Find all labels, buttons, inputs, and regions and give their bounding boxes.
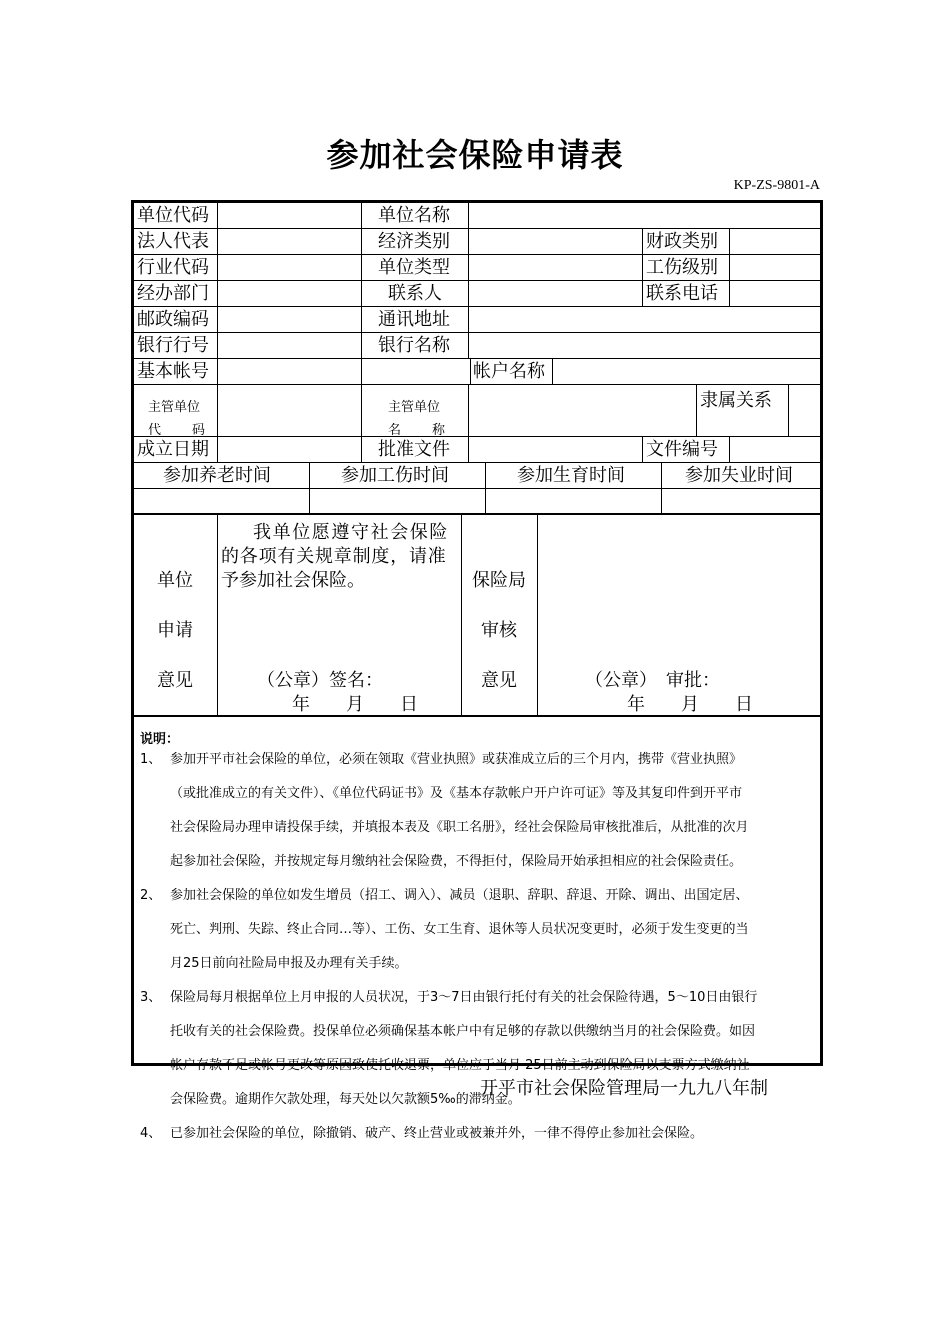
industry-code-label: 行业代码 bbox=[137, 257, 209, 278]
note-line: 参加开平市社会保险的单位，必须在领取《营业执照》或获准成立后的三个月内，携带《营业执照》 bbox=[170, 752, 743, 767]
handling-dept-label: 经办部门 bbox=[137, 283, 209, 304]
review-seal: （公章） 审批： bbox=[585, 670, 720, 691]
note-row bbox=[140, 782, 820, 816]
review-label: 保险局 bbox=[472, 570, 526, 591]
application-label: 申请 bbox=[157, 620, 193, 641]
note-line: 社会保险局办理申请投保手续，并填报本表及《职工名册》，经社会保险局审核批准后，从批准的次月 bbox=[170, 820, 749, 835]
application-statement: 的各项有关规章制度，请准 bbox=[221, 546, 447, 567]
row-divider bbox=[134, 384, 820, 385]
supervisor-name-label-char: 称 bbox=[432, 423, 446, 438]
note-line: 死亡、判刑、失踪、终止合同…等）、工伤、女工生育、退休等人员状况变更时，必须于发生变更的当 bbox=[170, 922, 749, 937]
supervisor-name-label-char: 名 bbox=[388, 423, 402, 438]
col-divider bbox=[485, 462, 486, 513]
note-line: 会保险费。逾期作欠款处理，每天处以欠款额5‰的滞纳金。 bbox=[170, 1092, 521, 1107]
affiliation-label: 隶属关系 bbox=[700, 390, 772, 411]
row-divider bbox=[134, 358, 820, 359]
pension-time-label: 参加养老时间 bbox=[163, 465, 271, 486]
bank-name-label: 银行名称 bbox=[378, 335, 450, 356]
unemployment-time-label: 参加失业时间 bbox=[685, 465, 793, 486]
col-divider bbox=[642, 436, 643, 462]
col-divider bbox=[461, 514, 462, 715]
injury-level-label: 工伤级别 bbox=[646, 257, 718, 278]
application-seal: （公章）签名： bbox=[257, 670, 383, 691]
finance-type-label: 财政类别 bbox=[646, 231, 718, 252]
note-line: （或批准成立的有关文件）、《单位代码证书》及《基本存款帐户开户许可证》等及其复印件到开平市 bbox=[170, 786, 743, 801]
row-divider bbox=[134, 462, 820, 463]
maternity-time-label: 参加生育时间 bbox=[517, 465, 625, 486]
supervisor-code-label: 主管单位 bbox=[148, 400, 201, 415]
basic-account-label: 基本帐号 bbox=[137, 361, 209, 382]
col-divider bbox=[468, 384, 469, 462]
review-label: 审核 bbox=[481, 620, 517, 641]
review-label: 意见 bbox=[481, 670, 517, 691]
section-divider bbox=[134, 513, 820, 515]
note-number: 2、 bbox=[140, 888, 162, 903]
row-divider bbox=[134, 228, 820, 229]
col-divider bbox=[217, 358, 218, 384]
col-divider bbox=[661, 462, 662, 513]
row-divider bbox=[134, 280, 820, 281]
contact-person-label: 联系人 bbox=[388, 283, 442, 304]
review-date: 年 月 日 bbox=[627, 694, 753, 715]
col-divider bbox=[361, 203, 362, 384]
established-date-label: 成立日期 bbox=[137, 439, 209, 460]
note-number: 3、 bbox=[140, 990, 162, 1005]
row-divider bbox=[134, 306, 820, 307]
note-row bbox=[140, 1122, 820, 1156]
injury-time-label: 参加工伤时间 bbox=[341, 465, 449, 486]
unit-name-label: 单位名称 bbox=[378, 205, 450, 226]
note-line: 起参加社会保险，并按规定每月缴纳社会保险费，不得拒付，保险局开始承担相应的社会保险责任。 bbox=[170, 854, 743, 869]
econ-type-label: 经济类别 bbox=[378, 231, 450, 252]
note-row bbox=[140, 850, 820, 884]
col-divider bbox=[217, 203, 218, 462]
account-name-label: 帐户名称 bbox=[473, 361, 545, 382]
unit-code-label: 单位代码 bbox=[137, 205, 209, 226]
supervisor-name-label: 主管单位 bbox=[388, 400, 441, 415]
bank-no-label: 银行行号 bbox=[137, 335, 209, 356]
unit-type-label: 单位类型 bbox=[378, 257, 450, 278]
row-divider bbox=[134, 254, 820, 255]
supervisor-code-label-char: 码 bbox=[192, 423, 206, 438]
col-divider bbox=[552, 358, 553, 384]
col-divider bbox=[309, 462, 310, 513]
col-divider bbox=[361, 384, 362, 462]
note-row bbox=[140, 1020, 820, 1054]
note-row bbox=[140, 816, 820, 850]
supervisor-code-label-char: 代 bbox=[148, 423, 162, 438]
row-divider bbox=[134, 488, 820, 489]
col-divider bbox=[217, 514, 218, 715]
col-divider bbox=[788, 384, 789, 436]
form-title: 参加社会保险申请表 bbox=[326, 136, 624, 174]
note-number: 1、 bbox=[140, 752, 162, 767]
footer-issuer: 开平市社会保险管理局一九九八年制 bbox=[480, 1078, 768, 1099]
note-row bbox=[140, 748, 820, 782]
row-divider bbox=[134, 436, 820, 437]
note-row bbox=[140, 918, 820, 952]
col-divider bbox=[729, 436, 730, 462]
application-statement: 予参加社会保险。 bbox=[221, 570, 365, 591]
doc-number-label: 文件编号 bbox=[646, 439, 718, 460]
note-line: 托收有关的社会保险费。投保单位必须确保基本帐户中有足够的存款以供缴纳当月的社会保险费。如因 bbox=[170, 1024, 756, 1039]
col-divider bbox=[468, 203, 469, 358]
col-divider bbox=[470, 358, 471, 384]
note-line: 已参加社会保险的单位，除撤销、破产、终止营业或被兼并外，一律不得停止参加社会保险。 bbox=[170, 1126, 704, 1141]
note-row bbox=[140, 884, 820, 918]
row-divider bbox=[134, 332, 820, 333]
note-line: 保险局每月根据单位上月申报的人员状况，于3～7日由银行托付有关的社会保险待遇，5～10日由银行 bbox=[170, 990, 758, 1005]
contact-phone-label: 联系电话 bbox=[646, 283, 718, 304]
note-line: 参加社会保险的单位如发生增员（招工、调入）、减员（退职、辞职、辞退、开除、调出、出国定居、 bbox=[170, 888, 749, 903]
application-statement: 我单位愿遵守社会保险 bbox=[253, 522, 449, 543]
note-number: 4、 bbox=[140, 1126, 162, 1141]
note-row bbox=[140, 952, 820, 986]
note-line: 月25日前向社险局申报及办理有关手续。 bbox=[170, 956, 408, 971]
col-divider bbox=[537, 514, 538, 715]
form-code: KP-ZS-9801-A bbox=[733, 178, 820, 193]
address-label: 通讯地址 bbox=[378, 309, 450, 330]
note-line: 帐户存款不足或帐号更改等原因致使托收退票，单位应于当月 25日前主动到保险局以支票方式缴纳社 bbox=[170, 1058, 750, 1073]
col-divider bbox=[729, 228, 730, 306]
note-row bbox=[140, 986, 820, 1020]
notes-heading: 说明： bbox=[140, 732, 180, 747]
postcode-label: 邮政编码 bbox=[137, 309, 209, 330]
col-divider bbox=[696, 384, 697, 436]
application-label: 单位 bbox=[157, 570, 193, 591]
application-date: 年 月 日 bbox=[292, 694, 418, 715]
application-label: 意见 bbox=[157, 670, 193, 691]
col-divider bbox=[642, 228, 643, 306]
legal-rep-label: 法人代表 bbox=[137, 231, 209, 252]
approval-doc-label: 批准文件 bbox=[378, 439, 450, 460]
